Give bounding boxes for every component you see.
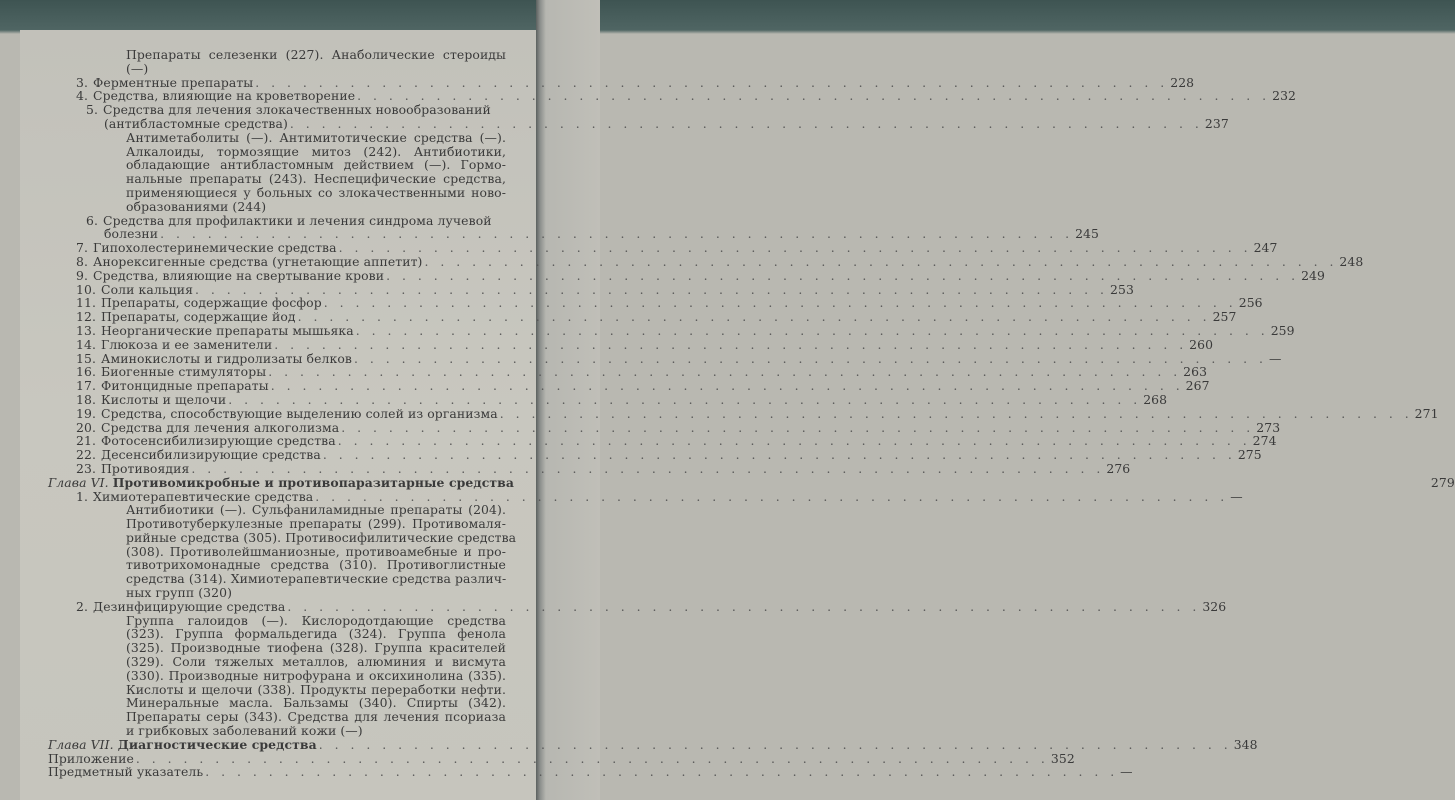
toc-subline: и грибковых заболеваний кожи (—) [126, 723, 363, 739]
entry-title: Ферментные препараты [93, 74, 254, 90]
entry-title: Средства, влияющие на кроветворение [93, 88, 356, 104]
entry-title: Химиотерапевтические средства [93, 488, 314, 504]
entry-page: — [1120, 764, 1133, 780]
chapter-heading [48, 474, 1455, 490]
dot-leader [500, 407, 1413, 421]
dot-leader [228, 393, 1141, 407]
toc-entry-index [48, 764, 1133, 780]
dot-leader [195, 283, 1108, 297]
toc-entry [76, 74, 1195, 90]
entry-title: Средства, влияющие на свертывание крови [93, 267, 385, 283]
table-of-contents [48, 47, 1455, 780]
toc-entry [76, 391, 1168, 407]
toc-entry [85, 102, 522, 118]
toc-subline: ных групп (320) [126, 585, 233, 601]
entry-subtopics [104, 131, 506, 214]
entry-page: 352 [1050, 750, 1075, 766]
entry-title: Средства, способствующие выделению солей из организма [101, 405, 498, 421]
toc-entry [76, 88, 1297, 104]
entry-title: Дезинфицирующие средства [93, 598, 286, 614]
toc-subline: (330). Производные нитрофурана и оксихинолина (335). [126, 667, 506, 683]
toc-entry-list [76, 240, 1439, 476]
entry-title: Средства для профилактики и лечения синдрома лучевой [103, 212, 492, 228]
entry-page: 273 [1256, 419, 1281, 435]
toc-entry [76, 447, 1262, 463]
entry-title: Приложение [48, 750, 134, 766]
toc-entry [76, 378, 1210, 394]
toc-entry [76, 405, 1439, 421]
dot-leader [274, 338, 1187, 352]
dot-leader [356, 324, 1269, 338]
toc-subline: тивотрихомонадные средства (310). Противоглистные [126, 557, 506, 573]
entry-title: Противоядия [101, 460, 190, 476]
entry-number: 3. [76, 74, 89, 90]
dot-leader [386, 269, 1299, 283]
entry-page: 256 [1238, 295, 1263, 311]
dot-leader [160, 227, 1073, 241]
entry-title: Биогенные стимуляторы [101, 364, 267, 380]
entry-page: 253 [1109, 281, 1134, 297]
entry-page: 247 [1253, 240, 1278, 256]
entry-title: Анорексигенные средства (угнетающие аппетит) [93, 253, 423, 269]
toc-entry-cont [104, 226, 1100, 242]
entry-page: 248 [1339, 253, 1364, 269]
entry-number: 15. [76, 350, 97, 366]
toc-entry [76, 322, 1295, 338]
entry-number: 4. [76, 88, 89, 104]
toc-entry [76, 460, 1131, 476]
dot-leader [323, 448, 1236, 462]
entry-title: Соли кальция [101, 281, 194, 297]
entry-page: 249 [1301, 267, 1326, 283]
toc-entry [76, 240, 1278, 256]
entry-number: 14. [76, 336, 97, 352]
entry-number: 23. [76, 460, 97, 476]
dot-leader [287, 600, 1200, 614]
dot-leader [205, 765, 1118, 779]
entry-number: 19. [76, 405, 97, 421]
entry-title: (антибластомные средства) [104, 115, 288, 131]
entry-number: 21. [76, 433, 97, 449]
entry-title: болезни [104, 226, 159, 242]
dot-leader [298, 310, 1211, 324]
entry-page: 279 [1430, 474, 1455, 490]
entry-title: Предметный указатель [48, 764, 204, 780]
dot-leader [354, 352, 1267, 366]
entry-title: Фотосенсибилизирующие средства [101, 433, 336, 449]
entry-number: 12. [76, 309, 97, 325]
dot-leader [268, 365, 1181, 379]
entry-page: 275 [1237, 447, 1262, 463]
chapter-heading [48, 736, 1258, 752]
toc-subline: (308). Противолейшманиозные, противоамебные и про- [126, 543, 506, 559]
entry-number: 16. [76, 364, 97, 380]
entry-number: 18. [76, 391, 97, 407]
toc-subline: (325). Производные тиофена (328). Группа красителей [126, 640, 506, 656]
entry-title: Глюкоза и ее заменители [101, 336, 273, 352]
entry-page: 232 [1272, 88, 1297, 104]
entry-title: Средства для лечения алкоголизма [101, 419, 340, 435]
entry-page: 263 [1183, 364, 1208, 380]
dot-leader [341, 421, 1254, 435]
entry-number: 10. [76, 281, 97, 297]
entry-title: Фитонцидные препараты [101, 378, 269, 394]
chapter-label: Глава VII. [48, 736, 114, 752]
entry-subtopics [104, 614, 506, 738]
toc-subline: (—) [126, 60, 149, 76]
dot-leader [255, 76, 1168, 90]
entry-number: 13. [76, 322, 97, 338]
toc-subline: Минеральные масла. Бальзамы (340). Спирты (342). [126, 695, 506, 711]
entry-page: 228 [1170, 74, 1195, 90]
toc-subline: средства (314). Химиотерапевтические средства различ- [126, 571, 507, 587]
toc-entry [76, 488, 1243, 504]
entry-number: 17. [76, 378, 97, 394]
dot-leader [338, 434, 1251, 448]
entry-number: 2. [76, 598, 89, 614]
toc-subline: Антиметаболиты (—). Антимитотические средства (—). [126, 129, 506, 145]
entry-title: Аминокислоты и гидролизаты белков [101, 350, 352, 366]
entry-page: — [1230, 488, 1243, 504]
entry-page: 237 [1204, 115, 1229, 131]
toc-entry [76, 281, 1134, 297]
dot-leader [424, 255, 1337, 269]
entry-number: 22. [76, 447, 97, 463]
entry-title: Средства для лечения злокачественных новообразований [103, 102, 491, 118]
entry-page: 245 [1075, 226, 1100, 242]
continuation-text [104, 48, 506, 76]
entry-number: 5. [85, 102, 98, 118]
entry-number: 1. [76, 488, 89, 504]
entry-page: 268 [1143, 391, 1168, 407]
entry-title: Десенсибилизирующие средства [101, 447, 321, 463]
toc-entry [76, 598, 1227, 614]
toc-subline: обладающие антибластомным действием (—). Гормо- [126, 157, 506, 173]
entry-page: 271 [1414, 405, 1439, 421]
toc-subline: применяющиеся у больных со злокачественными ново- [126, 184, 506, 200]
toc-entry [76, 267, 1326, 283]
toc-entry [76, 350, 1282, 366]
toc-subline: Антибиотики (—). Сульфаниламидные препараты (204). [126, 502, 506, 518]
entry-page: 276 [1106, 460, 1131, 476]
entry-number: 9. [76, 267, 89, 283]
entry-title: Кислоты и щелочи [101, 391, 227, 407]
dot-leader [339, 241, 1252, 255]
dot-leader [315, 490, 1228, 504]
entry-number: 20. [76, 419, 97, 435]
dot-leader [271, 379, 1184, 393]
toc-subline: Препараты селезенки (227). Анаболические стероиды [126, 47, 506, 62]
entry-page: 348 [1233, 736, 1258, 752]
dot-leader [191, 462, 1104, 476]
entry-page: 267 [1185, 378, 1210, 394]
entry-page: 260 [1189, 336, 1214, 352]
toc-subline: (329). Соли тяжелых металлов, алюминия и висмута [126, 654, 506, 670]
toc-subline: Группа галоидов (—). Кислородотдающие средства [126, 612, 506, 628]
toc-entry-cont [104, 115, 1229, 131]
toc-subline: Кислоты и щелочи (338). Продукты переработки нефти. [126, 681, 506, 697]
entry-number: 11. [76, 295, 97, 311]
entry-title: Гипохолестеринемические средства [93, 240, 337, 256]
toc-subline: Препараты серы (343). Средства для лечения псориаза [126, 709, 506, 725]
entry-title: Препараты, содержащие йод [101, 309, 296, 325]
entry-title: Неорганические препараты мышьяка [101, 322, 354, 338]
entry-page: 326 [1202, 598, 1227, 614]
dot-leader [290, 117, 1203, 131]
dot-leader [357, 89, 1270, 103]
toc-entry-appendix [48, 750, 1075, 766]
entry-number: 6. [85, 212, 98, 228]
entry-number: 8. [76, 253, 89, 269]
toc-entry [76, 253, 1364, 269]
chapter-title: Противомикробные и противопаразитарные средства [112, 474, 514, 490]
entry-page: 259 [1270, 322, 1295, 338]
toc-subline: Алкалоиды, тормозящие митоз (242). Антибиотики, [126, 143, 506, 159]
toc-subline: нальные препараты (243). Неспецифические средства, [126, 171, 506, 187]
entry-number: 7. [76, 240, 89, 256]
dot-leader [324, 296, 1237, 310]
dot-leader [136, 752, 1049, 766]
entry-page: 274 [1252, 433, 1277, 449]
toc-subline: образованиями (244) [126, 198, 267, 214]
toc-entry [85, 212, 522, 228]
toc-subline: (323). Группа формальдегида (324). Группа фенола [126, 626, 506, 642]
chapter-label: Глава VI. [48, 474, 109, 490]
entry-page: — [1268, 350, 1282, 366]
entry-page: 257 [1212, 309, 1237, 325]
toc-entry [76, 336, 1214, 352]
dot-leader [319, 738, 1232, 752]
entry-subtopics [104, 502, 517, 601]
chapter-title: Диагностические средства [117, 736, 317, 752]
toc-entry [76, 295, 1263, 311]
toc-subline: рийные средства (305). Противосифилитические средства [126, 529, 517, 545]
entry-title: Препараты, содержащие фосфор [101, 295, 322, 311]
toc-entry [76, 433, 1277, 449]
toc-subline: Противотуберкулезные препараты (299). Противомаля- [126, 516, 506, 532]
toc-entry [76, 309, 1237, 325]
toc-entry [76, 364, 1208, 380]
toc-entry [76, 419, 1281, 435]
